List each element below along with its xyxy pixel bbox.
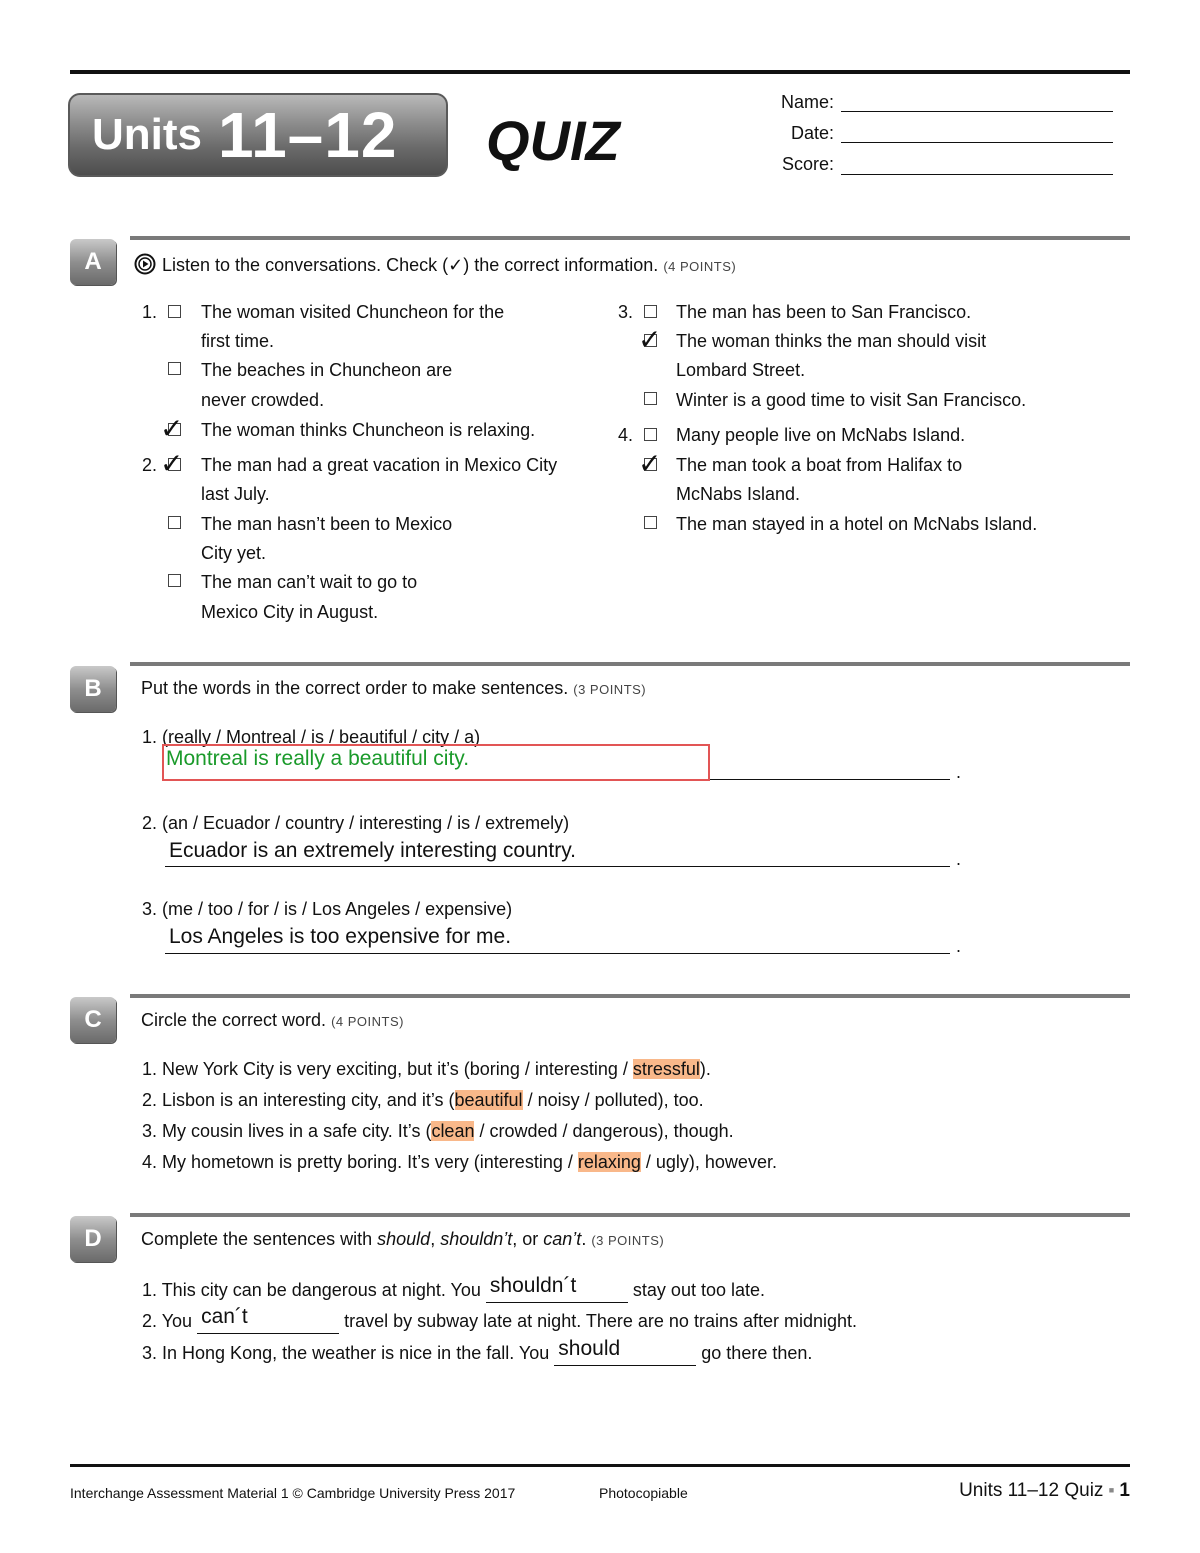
checkbox[interactable]	[644, 305, 657, 318]
item-text: travel by subway late at night. There are no trains after midnight.	[339, 1311, 858, 1331]
option-text: The woman visited Chuncheon for the	[201, 302, 505, 322]
section-c-instruction-text: Circle the correct word.	[141, 1010, 327, 1030]
top-rule	[70, 70, 1130, 74]
selected-word[interactable]: relaxing	[577, 1152, 641, 1172]
option-text: Lombard Street.	[676, 360, 806, 380]
score-label: Score:	[781, 154, 834, 174]
instruction-word: can’t	[543, 1229, 582, 1249]
option-text: first time.	[201, 331, 275, 351]
section-c-rule	[130, 994, 1130, 998]
question-number: 4.	[618, 425, 634, 445]
name-field[interactable]	[841, 111, 1113, 112]
question-prompt: 1. (really / Montreal / is / beautiful / city / a)	[142, 727, 481, 747]
photocopiable-label: Photocopiable	[599, 1485, 688, 1501]
item-text: 3. In Hong Kong, the weather is nice in the fall. You	[142, 1343, 555, 1363]
circle-item	[142, 1059, 711, 1080]
question-number: 3.	[618, 302, 634, 322]
section-a-instruction	[134, 253, 736, 276]
bottom-rule	[70, 1464, 1130, 1467]
answer-text[interactable]: Montreal is really a beautiful city.	[166, 747, 470, 770]
date-field[interactable]	[841, 142, 1113, 143]
item-text: / ugly), however.	[640, 1152, 777, 1172]
answer-line	[165, 953, 950, 954]
selected-word[interactable]: stressful	[632, 1059, 700, 1079]
instruction-text: , or	[512, 1229, 544, 1249]
circle-item	[142, 1090, 704, 1111]
section-c-points: (4 POINTS)	[331, 1014, 404, 1029]
item-text: stay out too late.	[627, 1280, 766, 1300]
date-label: Date:	[790, 123, 834, 143]
option-text: City yet.	[201, 543, 267, 563]
section-a-rule	[130, 236, 1130, 240]
section-c-instruction	[141, 1010, 404, 1031]
fill-blank[interactable]	[554, 1337, 696, 1366]
item-text: 3. My cousin lives in a safe city. It’s (	[142, 1121, 432, 1141]
option-text: The man had a great vacation in Mexico City	[201, 455, 558, 475]
option-text: The man stayed in a hotel on McNabs Island.	[676, 514, 1038, 534]
item-text: 2. You	[142, 1311, 198, 1331]
item-text: ).	[699, 1059, 711, 1079]
selected-word[interactable]: beautiful	[454, 1090, 523, 1110]
fill-blank[interactable]	[197, 1305, 339, 1334]
checkbox[interactable]	[168, 516, 181, 529]
option-text: never crowded.	[201, 390, 325, 410]
option-text: The man took a boat from Halifax to	[676, 455, 963, 475]
section-b-instruction	[141, 678, 646, 699]
option-text: The woman thinks Chuncheon is relaxing.	[201, 420, 536, 440]
answer-text[interactable]: Los Angeles is too expensive for me.	[169, 925, 512, 948]
section-d-badge: D	[70, 1216, 116, 1262]
item-text: / noisy / polluted), too.	[522, 1090, 704, 1110]
units-range: 11–12	[218, 99, 398, 171]
item-text: 1. This city can be dangerous at night. You	[142, 1280, 486, 1300]
fill-item	[142, 1305, 858, 1334]
section-d-points: (3 POINTS)	[591, 1233, 665, 1248]
fill-item	[142, 1337, 813, 1366]
option-text: The man hasn’t been to Mexico	[201, 514, 453, 534]
check-mark-icon: ✓	[160, 413, 184, 444]
section-d-rule	[130, 1213, 1130, 1217]
audio-icon[interactable]	[134, 253, 156, 275]
check-mark-icon: ✓	[638, 448, 662, 479]
circle-item	[142, 1121, 734, 1142]
section-b-instruction-text: Put the words in the correct order to make sentences.	[141, 678, 569, 698]
period: .	[956, 762, 962, 782]
name-label: Name:	[780, 92, 834, 112]
units-word: Units	[92, 110, 202, 159]
period: .	[956, 936, 962, 956]
instruction-word: should	[377, 1229, 431, 1249]
page-number: 1	[1119, 1480, 1130, 1501]
page-label: Units 11–12 Quiz	[959, 1480, 1104, 1501]
question-prompt: 3. (me / too / for / is / Los Angeles / expensive)	[142, 899, 513, 919]
instruction-text: Complete the sentences with	[141, 1229, 378, 1249]
section-b-points: (3 POINTS)	[573, 682, 647, 697]
units-banner	[68, 93, 448, 177]
answer-text[interactable]: Ecuador is an extremely interesting country.	[169, 839, 576, 862]
page-separator: ■	[1108, 1485, 1115, 1495]
checkbox[interactable]	[644, 428, 657, 441]
section-b-badge: B	[70, 666, 116, 712]
question-prompt: 2. (an / Ecuador / country / interesting / is / extremely)	[142, 813, 570, 833]
question-number: 2.	[142, 455, 158, 475]
option-text: last July.	[201, 484, 270, 504]
checkbox[interactable]	[168, 362, 181, 375]
item-text: 1. New York City is very exciting, but it’s (boring / interesting /	[142, 1059, 633, 1079]
check-mark-icon: ✓	[638, 324, 662, 355]
answer-line	[165, 866, 950, 867]
option-text: The man has been to San Francisco.	[676, 302, 972, 322]
copyright-text: Interchange Assessment Material 1 © Cambridge University Press 2017	[70, 1485, 516, 1501]
page-footer-label	[959, 1480, 1130, 1502]
item-text: 4. My hometown is pretty boring. It’s very (interesting /	[142, 1152, 578, 1172]
fill-answer: should	[558, 1337, 621, 1360]
checkbox[interactable]	[168, 574, 181, 587]
option-text: The man can’t wait to go to	[201, 572, 418, 592]
instruction-text: .	[581, 1229, 587, 1249]
option-text: McNabs Island.	[676, 484, 801, 504]
fill-blank[interactable]	[486, 1274, 628, 1303]
section-d-instruction	[141, 1229, 664, 1250]
section-a-badge: A	[70, 239, 116, 285]
period: .	[956, 849, 962, 869]
section-c-badge: C	[70, 997, 116, 1043]
section-a-points: (4 POINTS)	[663, 259, 737, 274]
fill-answer: shouldn´t	[489, 1274, 577, 1297]
checkbox[interactable]	[168, 305, 181, 318]
checkbox[interactable]	[644, 516, 657, 529]
score-field[interactable]	[841, 174, 1113, 175]
option-text: Mexico City in August.	[201, 602, 379, 622]
item-text: / crowded / dangerous), though.	[474, 1121, 734, 1141]
circle-item	[142, 1152, 777, 1173]
item-text: 2. Lisbon is an interesting city, and it’s (	[142, 1090, 455, 1110]
section-a-instruction-text: Listen to the conversations. Check (✓) the correct information.	[162, 255, 659, 275]
answer-line	[710, 779, 950, 780]
question-number: 1.	[142, 302, 158, 322]
section-b-rule	[130, 662, 1130, 666]
instruction-word: shouldn’t	[440, 1229, 513, 1249]
option-text: The beaches in Chuncheon are	[201, 360, 453, 380]
selected-word[interactable]: clean	[431, 1121, 475, 1141]
fill-item	[142, 1274, 766, 1303]
item-text: go there then.	[696, 1343, 813, 1363]
quiz-title: QUIZ	[486, 109, 620, 172]
check-mark-icon: ✓	[160, 448, 184, 479]
instruction-text: ,	[430, 1229, 441, 1249]
option-text: Many people live on McNabs Island.	[676, 425, 966, 445]
option-text: The woman thinks the man should visit	[676, 331, 987, 351]
checkbox[interactable]	[644, 392, 657, 405]
option-text: Winter is a good time to visit San Francisco.	[676, 390, 1027, 410]
fill-answer: can´t	[201, 1305, 248, 1328]
